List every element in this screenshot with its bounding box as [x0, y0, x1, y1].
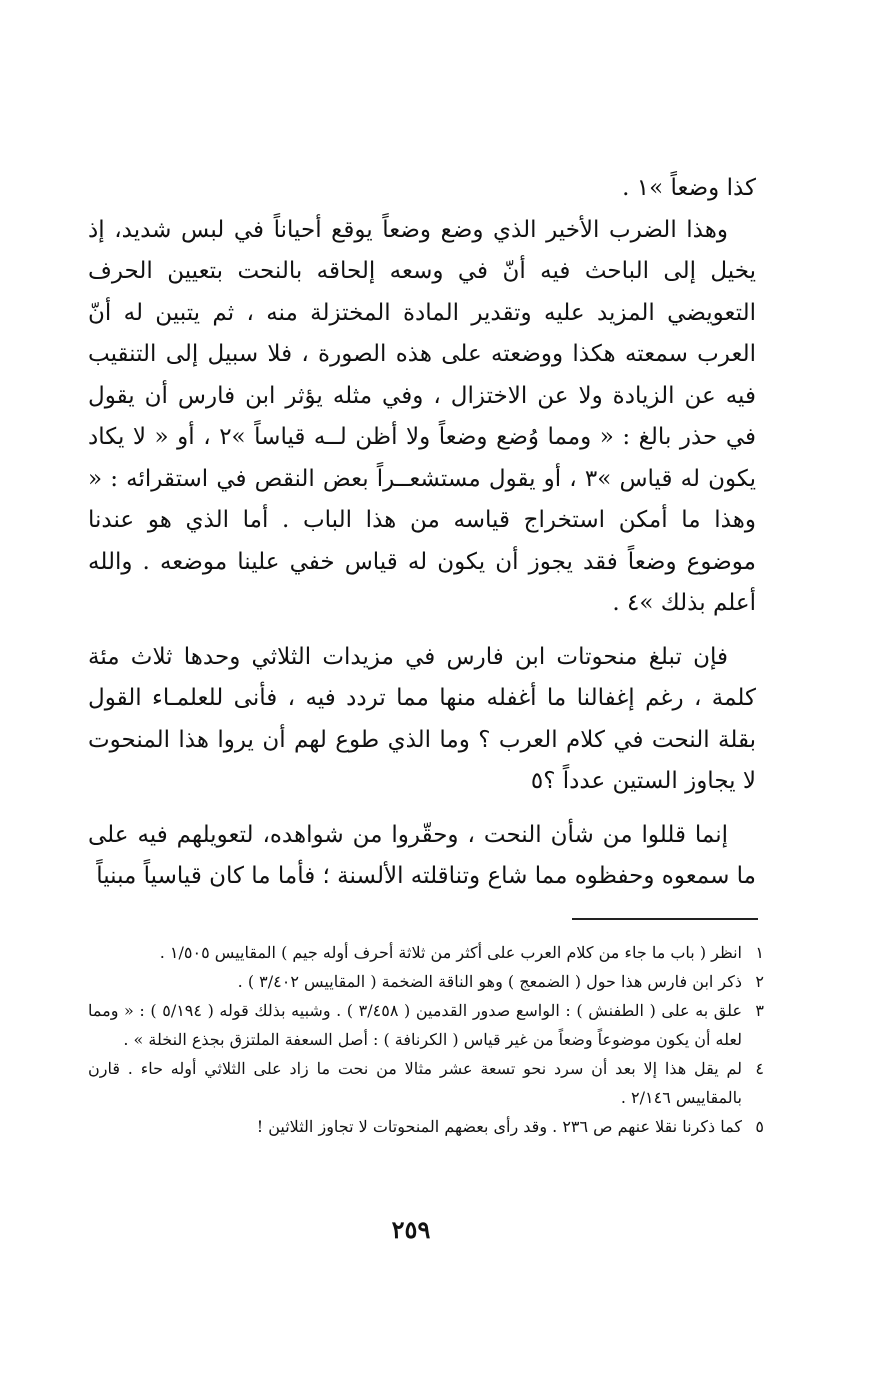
- footnote-number: ٥: [755, 1117, 764, 1136]
- footnote-number: ٢: [755, 972, 764, 991]
- footnote-5: [88, 1112, 764, 1141]
- footnote-text: ذكر ابن فارس هذا حول ( الضمعج ) وهو الناقة الضخمة ( المقاييس ٣/٤٠٢ ) .: [237, 972, 742, 991]
- page-number: ٢٥٩: [391, 1215, 431, 1244]
- footnote-divider: [572, 918, 758, 920]
- footnotes: [88, 938, 764, 1141]
- footnote-number: ٣: [755, 1001, 764, 1020]
- footnote-2: [88, 967, 764, 996]
- footnote-text: علق به على ( الطفنش ) : الواسع صدور القدمين ( ٣/٤٥٨ ) . وشبيه بذلك قوله ( ٥/١٩٤ ) : « ومما لعله أن يكون موضوعاً وضعاً من غير قياس ( الكرنافة ) : أصل السعفة الملتزق بجذع النخلة » .: [88, 1001, 742, 1049]
- paragraph-3: فإن تبلغ منحوتات ابن فارس في مزيدات الثلاثي وحدها ثلاث مئة كلمة ، رغم إغفالنا ما أغفله منها مما تردد فيه ، فأنى للعلمـاء القول بقلة النحت في كلام العرب ؟ وما الذي طوع لهم أن يروا هذا المنحوت لا يجاوز الستين عدداً ؟٥: [88, 643, 756, 794]
- footnote-3: [88, 996, 764, 1054]
- footnote-text: كما ذكرنا نقلا عنهم ص ٢٣٦ . وقد رأى بعضهم المنحوتات لا تجاوز الثلاثين !: [256, 1117, 742, 1136]
- footnote-text: انظر ( باب ما جاء من كلام العرب على أكثر من ثلاثة أحرف أوله جيم ) المقاييس ١/٥٠٥ .: [159, 943, 742, 962]
- paragraph-2: وهذا الضرب الأخير الذي وضع وضعاً يوقع أحياناً في لبس شديد، إذ يخيل إلى الباحث فيه أنّ في وسعه إلحاقه بالنحت بتعيين الحرف التعويضي المزيد عليه وتقدير المادة المختزلة منه ، ثم يتبين له أنّ العرب سمعته هكذا ووضعته على هذه الصورة ، فلا سبيل إلى التنقيب فيه عن الزيادة ولا عن الاختزال ، وفي مثله يؤثر ابن فارس أن يقول في حذر بالغ : « ومما وُضع وضعاً ولا أظن لــه قياساً »٢ ، أو « لا يكاد يكون له قياس »٣ ، أو يقول مستشعــراً بعض النقص في استقرائه : « وهذا ما أمكن استخراج قياسه من هذا الباب . أما الذي هو عندنا موضوع وضعاً فقد يجوز أن يكون له قياس خفي علينا موضعه . والله أعلم بذلك »٤ .: [88, 216, 756, 616]
- paragraph-continuation: كذا وضعاً »١ .: [622, 175, 756, 201]
- footnote-text: لم يقل هذا إلا بعد أن سرد نحو تسعة عشر مثالا من نحت ما زاد على الثلاثي أوله حاء . قارن بالمقاييس ٢/١٤٦ .: [88, 1059, 742, 1107]
- footnote-4: [88, 1054, 764, 1112]
- footnote-number: ٤: [755, 1059, 764, 1078]
- main-text-block: [88, 168, 756, 898]
- paragraph-4: إنما قللوا من شأن النحت ، وحقّروا من شواهده، لتعويلهم فيه على ما سمعوه وحفظوه مما شاع وتناقلته الألسنة ؛ فأما ما كان قياسياً مبنياً: [88, 821, 756, 889]
- footnote-1: [88, 938, 764, 967]
- footnote-number: ١: [755, 943, 764, 962]
